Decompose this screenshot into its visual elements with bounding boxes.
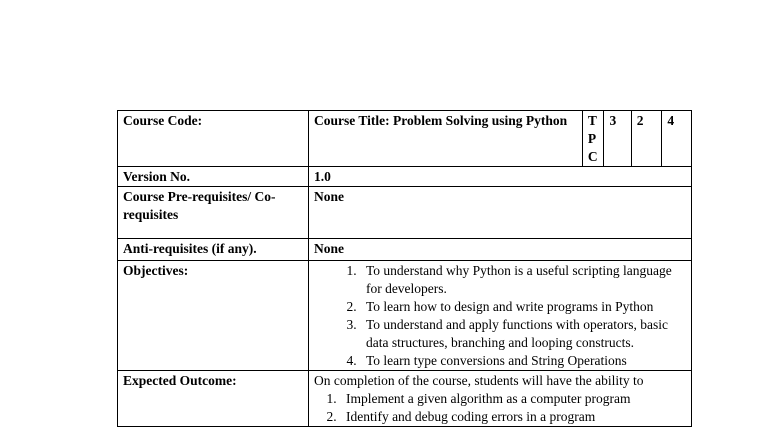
outcome-lead: On completion of the course, students will have the ability to <box>313 373 644 388</box>
course-header-row <box>118 111 692 167</box>
tpc-letter-p: P <box>587 131 597 146</box>
version-label: Version No. <box>118 167 309 187</box>
course-syllabus-table <box>117 110 692 427</box>
list-item: 2. Identify and debug coding errors in a program <box>340 408 686 426</box>
prerequisites-row <box>118 187 692 239</box>
course-title: Course Title: Problem Solving using Python <box>308 111 582 167</box>
c-value: 4 <box>662 111 692 167</box>
prerequisites-label: Course Pre-requisites/ Co-requisites <box>118 187 309 239</box>
antirequisites-row <box>118 239 692 261</box>
antirequisites-label: Anti-requisites (if any). <box>118 239 309 261</box>
tpc-letter-t: T <box>587 113 597 128</box>
p-value: 2 <box>631 111 662 167</box>
list-item: 1. Implement a given algorithm as a computer program <box>340 390 686 408</box>
outcome-row <box>118 371 692 427</box>
list-item: 1. To understand why Python is a useful scripting language for developers. <box>360 262 686 298</box>
list-item: 4. To learn type conversions and String Operations <box>360 352 686 370</box>
objectives-content <box>308 261 691 371</box>
version-value: 1.0 <box>308 167 691 187</box>
t-value: 3 <box>604 111 631 167</box>
antirequisites-value: None <box>308 239 691 261</box>
course-code-label: Course Code: <box>118 111 309 167</box>
prerequisites-value: None <box>308 187 691 239</box>
objectives-label: Objectives: <box>118 261 309 371</box>
outcome-content <box>308 371 691 427</box>
list-item: 3. To understand and apply functions with operators, basic data structures, branching and looping constructs. <box>360 316 686 352</box>
outcome-label: Expected Outcome: <box>118 371 309 427</box>
version-row <box>118 167 692 187</box>
objectives-row <box>118 261 692 371</box>
tpc-letter-c: C <box>587 149 598 164</box>
list-item: 2. To learn how to design and write programs in Python <box>360 298 686 316</box>
tpc-header <box>582 111 604 167</box>
outcomes-list <box>314 390 686 426</box>
objectives-list <box>314 262 686 370</box>
